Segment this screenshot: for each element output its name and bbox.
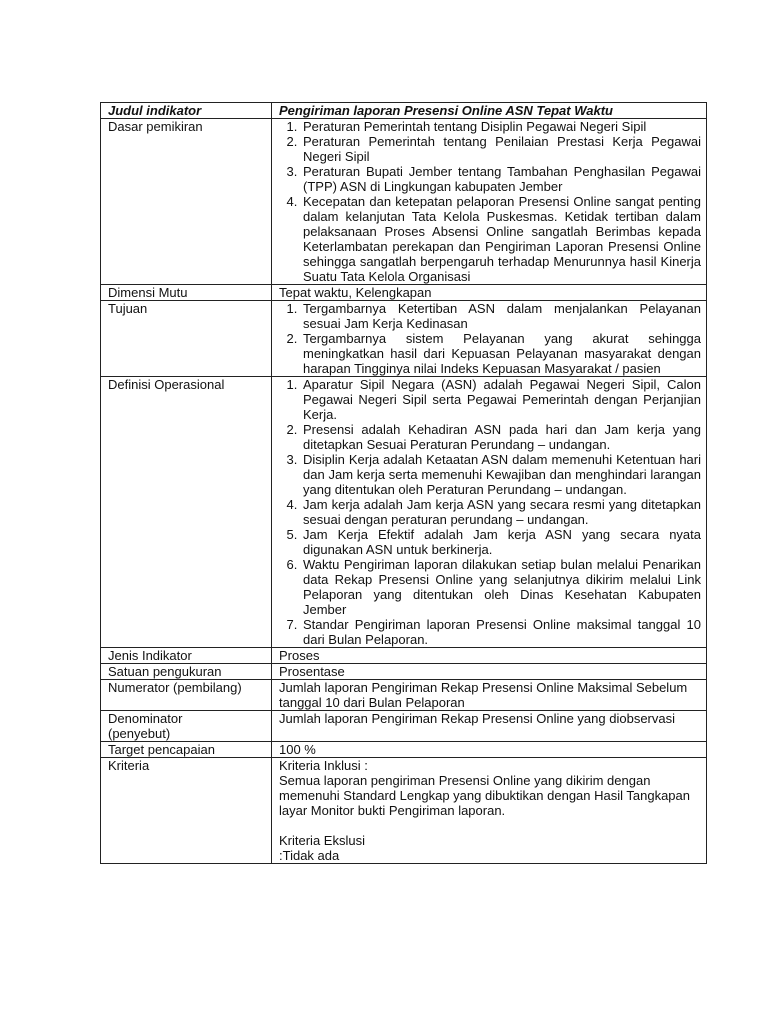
table-row-judul	[101, 103, 707, 119]
dasar-item: 3. Peraturan Bupati Jember tentang Tambahan Penghasilan Pegawai (TPP) ASN di Lingkungan kabupaten Jember	[301, 164, 701, 194]
definisi-label: Definisi Operasional	[101, 377, 272, 648]
kriteria-label: Kriteria	[101, 758, 272, 864]
kriteria-inklusi-title: Kriteria Inklusi :	[279, 758, 368, 773]
table-row-definisi	[101, 377, 707, 648]
table-row-satuan	[101, 664, 707, 680]
definisi-item: 3. Disiplin Kerja adalah Ketaatan ASN dalam memenuhi Ketentuan hari dan Jam kerja serta memenuhi Kewajiban dan menghindari larangan yang ditentukan oleh Peraturan Perundang – undangan.	[301, 452, 701, 497]
target-value: 100 %	[272, 742, 707, 758]
table-row-dimensi	[101, 285, 707, 301]
definisi-item: 7. Standar Pengiriman laporan Presensi Online maksimal tanggal 10 dari Bulan Pelaporan.	[301, 617, 701, 647]
judul-value: Pengiriman laporan Presensi Online ASN Tepat Waktu	[272, 103, 707, 119]
definisi-item: 6. Waktu Pengiriman laporan dilakukan setiap bulan melalui Penarikan data Rekap Presensi Online yang selanjutnya dikirim melalui Link Pelaporan yang ditentukan oleh Dinas Kesehatan Kabupaten Jember	[301, 557, 701, 617]
table-row-target	[101, 742, 707, 758]
denominator-label: Denominator	[108, 711, 183, 726]
definisi-item: 4. Jam kerja adalah Jam kerja ASN yang secara resmi yang ditetapkan sesuai dengan peraturan perundang – undangan.	[301, 497, 701, 527]
numerator-value: Jumlah laporan Pengiriman Rekap Presensi Online Maksimal Sebelum tanggal 10 dari Bulan Pelaporan	[272, 680, 707, 711]
dimensi-label: Dimensi Mutu	[101, 285, 272, 301]
dasar-cell	[272, 119, 707, 285]
definisi-cell	[272, 377, 707, 648]
kriteria-inklusi-text: Semua laporan pengiriman Presensi Online yang dikirim dengan memenuhi Standard Lengkap yang dibuktikan dengan Hasil Tangkapan layar Monitor bukti Pengiriman laporan.	[279, 773, 690, 818]
satuan-label: Satuan pengukuran	[101, 664, 272, 680]
target-label: Target pencapaian	[101, 742, 272, 758]
satuan-value: Prosentase	[272, 664, 707, 680]
tujuan-cell	[272, 301, 707, 377]
denominator-label-cell	[101, 711, 272, 742]
numerator-label: Numerator (pembilang)	[101, 680, 272, 711]
definisi-list	[279, 377, 701, 647]
tujuan-label: Tujuan	[101, 301, 272, 377]
jenis-value: Proses	[272, 648, 707, 664]
kriteria-cell	[272, 758, 707, 864]
kriteria-eksklusi-title: Kriteria Ekslusi	[279, 833, 365, 848]
definisi-item: 2. Presensi adalah Kehadiran ASN pada hari dan Jam kerja yang ditetapkan Sesuai Peraturan Perundang – undangan.	[301, 422, 701, 452]
tujuan-list	[279, 301, 701, 376]
dasar-item: 1. Peraturan Pemerintah tentang Disiplin Pegawai Negeri Sipil	[301, 119, 701, 134]
indicator-profile-table	[100, 102, 707, 864]
definisi-item: 1. Aparatur Sipil Negara (ASN) adalah Pegawai Negeri Sipil, Calon Pegawai Negeri Sipil serta Pegawai Pemerintah dengan Perjanjian Kerja.	[301, 377, 701, 422]
denominator-label-sub: (penyebut)	[108, 726, 171, 741]
kriteria-eksklusi-text: :Tidak ada	[279, 848, 340, 863]
table-row-dasar	[101, 119, 707, 285]
table-row-jenis	[101, 648, 707, 664]
tujuan-item: 1. Tergambarnya Ketertiban ASN dalam menjalankan Pelayanan sesuai Jam Kerja Kedinasan	[301, 301, 701, 331]
table-row-tujuan	[101, 301, 707, 377]
dasar-item: 2. Peraturan Pemerintah tentang Penilaian Prestasi Kerja Pegawai Negeri Sipil	[301, 134, 701, 164]
table-row-numerator	[101, 680, 707, 711]
table-row-kriteria	[101, 758, 707, 864]
dasar-item: 4. Kecepatan dan ketepatan pelaporan Presensi Online sangat penting dalam kelanjutan Tata Kelola Puskesmas. Ketidak tertiban dalam pelaksanaan Proses Absensi Online sangatlah Berimbas kepada Keterlambatan perekapan dan Pengiriman Laporan Presensi Online sehingga sangatlah berpengaruh terhadap Menurunnya hasil Kinerja Suatu Tata Kelola Organisasi	[301, 194, 701, 284]
denominator-value: Jumlah laporan Pengiriman Rekap Presensi Online yang diobservasi	[272, 711, 707, 742]
dasar-list	[279, 119, 701, 284]
jenis-label: Jenis Indikator	[101, 648, 272, 664]
definisi-item: 5. Jam Kerja Efektif adalah Jam kerja ASN yang secara nyata digunakan ASN untuk berkinerja.	[301, 527, 701, 557]
table-row-denominator	[101, 711, 707, 742]
tujuan-item: 2. Tergambarnya sistem Pelayanan yang akurat sehingga meningkatkan hasil dari Kepuasan Pelayanan masyarakat dengan harapan Tingginya nilai Indeks Kepuasan Masyarakat / pasien	[301, 331, 701, 376]
judul-label: Judul indikator	[101, 103, 272, 119]
kriteria-spacer	[279, 818, 701, 833]
dasar-label: Dasar pemikiran	[101, 119, 272, 285]
dimensi-value: Tepat waktu, Kelengkapan	[272, 285, 707, 301]
